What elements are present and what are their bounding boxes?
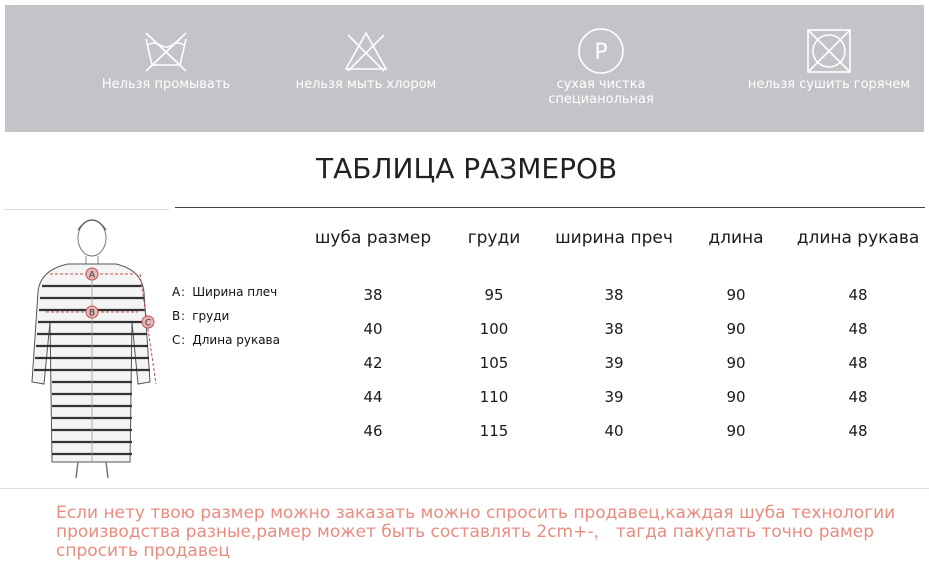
table-cell: 105 xyxy=(479,354,509,372)
measurement-legend xyxy=(172,284,280,356)
table-cell: 90 xyxy=(726,388,746,406)
table-header: груди xyxy=(467,228,521,248)
no-bleach-icon xyxy=(340,25,392,77)
table-cell: 39 xyxy=(604,354,624,372)
table-cell: 38 xyxy=(604,286,624,304)
no-wash-icon xyxy=(140,25,192,77)
marker-b xyxy=(86,306,98,319)
table-cell: 44 xyxy=(363,388,383,406)
marker-a xyxy=(86,268,98,281)
table-cell: 110 xyxy=(479,388,509,406)
dry-clean-p-icon xyxy=(575,25,627,77)
svg-text:A: A xyxy=(88,270,96,281)
care-instructions-bar xyxy=(5,5,924,132)
table-cell: 95 xyxy=(484,286,504,304)
care-label-dry-clean: сухая чистка специанольная xyxy=(548,77,654,107)
note-line: спросить продавец xyxy=(56,541,230,561)
table-cell: 48 xyxy=(848,422,868,440)
table-header: шуба размер xyxy=(314,228,432,248)
title-divider xyxy=(175,207,925,208)
table-cell: 90 xyxy=(726,354,746,372)
table-cell: 38 xyxy=(363,286,383,304)
table-cell: 40 xyxy=(363,320,383,338)
table-cell: 90 xyxy=(726,286,746,304)
table-cell: 42 xyxy=(363,354,383,372)
table-header: длина xyxy=(708,228,764,248)
page-title: ТАБЛИЦА РАЗМЕРОВ xyxy=(316,152,618,185)
table-cell: 40 xyxy=(604,422,624,440)
care-item-no-tumble-dry xyxy=(729,5,929,132)
svg-text:P: P xyxy=(594,40,608,65)
figure-divider xyxy=(4,209,169,210)
table-cell: 48 xyxy=(848,354,868,372)
care-item-no-bleach xyxy=(266,5,466,132)
table-cell: 90 xyxy=(726,422,746,440)
table-cell: 48 xyxy=(848,320,868,338)
table-cell: 38 xyxy=(604,320,624,338)
bottom-divider xyxy=(0,488,929,489)
legend-item-a: A：Ширина плеч xyxy=(172,285,278,299)
table-cell: 48 xyxy=(848,388,868,406)
table-cell: 115 xyxy=(479,422,509,440)
legend-item-b: B：груди xyxy=(172,309,230,323)
care-item-no-wash xyxy=(66,5,266,132)
seller-note xyxy=(56,504,916,561)
fur-coat-figure xyxy=(20,212,170,480)
no-tumble-dry-icon xyxy=(803,25,855,77)
table-cell: 100 xyxy=(479,320,509,338)
table-cell: 90 xyxy=(726,320,746,338)
svg-text:C: C xyxy=(144,318,152,329)
legend-item-c: C：Длина рукава xyxy=(172,333,280,347)
marker-c xyxy=(142,316,154,329)
table-header: ширина преч xyxy=(555,228,673,248)
table-cell: 48 xyxy=(848,286,868,304)
svg-text:B: B xyxy=(88,308,96,319)
care-label-no-bleach: нельзя мыть хлором xyxy=(295,77,437,92)
care-item-dry-clean xyxy=(501,5,701,132)
note-line: Если нету твою размер можно заказать можно спросить продавец,каждая шуба технологии xyxy=(56,503,896,523)
care-label-no-tumble-dry: нельзя сушить горячем xyxy=(747,77,911,92)
care-label-no-wash: Нельзя промывать xyxy=(101,77,231,92)
note-line: производства разные,рамер может быть составлять 2cm+-， тагда пакупать точно рамер xyxy=(56,522,874,542)
table-cell: 46 xyxy=(363,422,383,440)
table-cell: 39 xyxy=(604,388,624,406)
table-header: длина рукава xyxy=(796,228,920,248)
